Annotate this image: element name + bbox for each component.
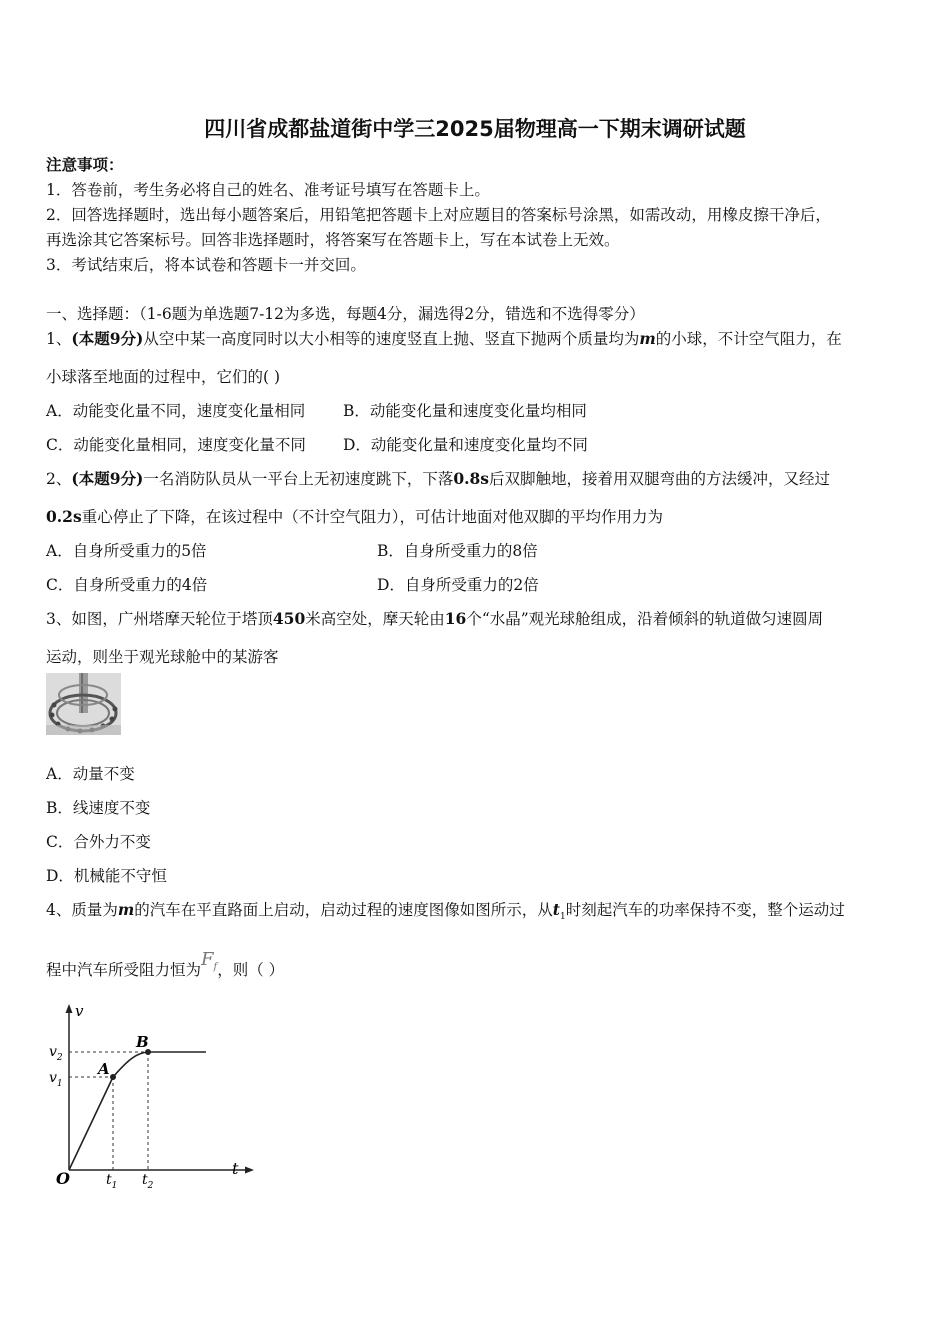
q1-option-d: D．动能变化量和速度变化量均不同 [343, 436, 588, 454]
v-axis-label: v [75, 1002, 84, 1020]
q2-option-a: A．自身所受重力的5倍 [46, 542, 207, 560]
velocity-time-graph [44, 1000, 264, 1190]
q3-option-c: C．合外力不变 [46, 833, 151, 851]
note-2a: 2．回答选择题时，选出每小题答案后，用铅笔把答题卡上对应题目的答案标号涂黑，如需改动，用橡皮擦干净后， [46, 206, 831, 224]
q1-line-2: 小球落至地面的过程中，它们的( ) [46, 368, 281, 386]
q2-line-2: 0.2s重心停止了下降，在该过程中（不计空气阻力），可估计地面对他双脚的平均作用力为 [46, 507, 663, 526]
t-axis-arrow [245, 1167, 254, 1174]
v-axis-arrow [66, 1004, 73, 1013]
q3-line-2: 运动，则坐于观光球舱中的某游客 [46, 648, 279, 666]
q1-option-a: A．动能变化量不同，速度变化量相同 [46, 402, 306, 420]
friction-force-symbol: $F_f$ [201, 949, 218, 973]
q3-option-d: D．机械能不守恒 [46, 867, 167, 885]
q1-option-c: C．动能变化量相同，速度变化量不同 [46, 436, 306, 454]
q3-option-a: A．动量不变 [46, 765, 135, 783]
v1-label: $v_1$ [49, 1070, 63, 1089]
q2-line-1: 2、(本题9分)一名消防队员从一平台上无初速度跳下，下落0.8s后双脚触地，接着用双腿弯曲的方法缓冲，又经过 [46, 469, 831, 488]
notes-heading: 注意事项： [46, 155, 124, 174]
point-a [110, 1074, 116, 1080]
t-axis-label: t [232, 1159, 239, 1178]
velocity-curve [69, 1052, 206, 1170]
q3-line-1: 3、如图，广州塔摩天轮位于塔顶450米高空处，摩天轮由16个“水晶”观光球舱组成，沿着倾斜的轨道做匀速圆周 [46, 609, 824, 628]
note-2b: 再选涂其它答案标号。回答非选择题时，将答案写在答题卡上，写在本试卷上无效。 [46, 231, 620, 249]
ferris-wheel-photo [46, 673, 121, 735]
q2-option-c: C．自身所受重力的4倍 [46, 576, 208, 594]
t2-label: $t_2$ [142, 1172, 154, 1190]
q2-option-d: D．自身所受重力的2倍 [377, 576, 539, 594]
q4-line-1: 4、质量为m的汽车在平直路面上启动，启动过程的速度图像如图所示，从$t_1$时刻起汽车的功率保持不变，整个运动过 [46, 900, 845, 923]
q3-option-b: B．线速度不变 [46, 799, 151, 817]
note-3: 3．考试结束后，将本试卷和答题卡一并交回。 [46, 256, 366, 274]
q1-line-1: 1、(本题9分)从空中某一高度同时以大小相等的速度竖直上抛、竖直下抛两个质量均为m的小球，不计空气阻力，在 [46, 329, 842, 348]
point-a-label: A [98, 1060, 110, 1078]
point-b-label: B [136, 1033, 149, 1051]
v2-label: $v_2$ [49, 1044, 63, 1063]
q1-option-b: B．动能变化量和速度变化量均相同 [343, 402, 587, 420]
note-1: 1．答卷前，考生务必将自己的姓名、准考证号填写在答题卡上。 [46, 181, 490, 199]
section-heading: 一、选择题：（1-6题为单选题7-12为多选，每题4分，漏选得2分，错选和不选得零分） [46, 305, 645, 323]
t1-label: $t_1$ [106, 1172, 118, 1190]
q2-option-b: B．自身所受重力的8倍 [377, 542, 538, 560]
page-title: 四川省成都盐道街中学三2025届物理高一下期末调研试题 [204, 117, 746, 141]
q4-line-2: 程中汽车所受阻力恒为$F_f$，则（ ） [46, 949, 285, 979]
origin-label: O [56, 1169, 70, 1188]
